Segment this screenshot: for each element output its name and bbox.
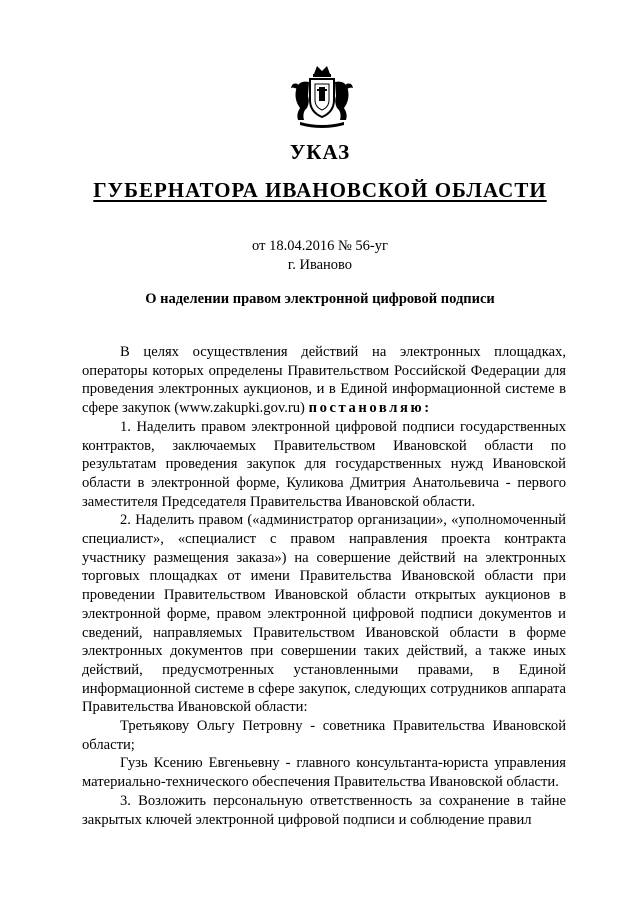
preamble-paragraph <box>82 343 566 418</box>
document-body <box>82 343 566 829</box>
appointee-2-paragraph: Гузь Ксению Евгеньевну - главного консультанта-юриста управления материально-технического обеспечения Правительства Ивановской области. <box>82 755 566 791</box>
document-type-heading: УКАЗ <box>289 140 351 164</box>
clause-2-paragraph: 2. Наделить правом («администратор организации», «уполномоченный специалист», «специалист с правом направления проекта контракта участнику размещения заказа») на совершение действий на электронных торговых площадках от имени Правительства Ивановской области при проведении Правительством Ивановской области открытых аукционов в электронной форме, правом электронной цифровой подписи документов и сведений, направляемых Правительством Ивановской области в форме электронных документов при совершении таких действий, а также иных действий, предусмотренных установленными правами, в Единой информационной системе в сфере закупок, следующих сотрудников аппарата Правительства Ивановской области: <box>82 512 566 716</box>
clause-1-paragraph: 1. Наделить правом электронной цифровой подписи государственных контрактов, заключаемых Правительством Ивановской области по результатам проведения закупок для государственных нужд Ивановской области в электронной форме, Куликова Дмитрия Анатольевича - первого заместителя Председателя Правительства Ивановской области. <box>82 418 566 510</box>
decree-keyword: постановляю: <box>308 400 432 417</box>
appointee-1-paragraph: Третьякову Ольгу Петровну - советника Правительства Ивановской области; <box>82 718 566 753</box>
date-number: от 18.04.2016 № 56-уг <box>252 238 388 254</box>
document-subject: О наделении правом электронной цифровой подписи <box>145 291 495 307</box>
city-line: г. Иваново <box>287 257 353 273</box>
preamble-text: В целях осуществления действий на электронных площадках, операторы которых определены Правительством Российской Федерации для проведения электронных аукционов, и в Единой информационной системе в сфере закупок (www.zakupki.gov.ru) <box>82 344 566 417</box>
issuer-heading: ГУБЕРНАТОРА ИВАНОВСКОЙ ОБЛАСТИ <box>93 178 547 202</box>
clause-3-paragraph: 3. Возложить персональную ответственность за сохранение в тайне закрытых ключей электронной цифровой подписи и соблюдение правил <box>82 792 566 828</box>
coat-of-arms-icon <box>288 62 356 130</box>
